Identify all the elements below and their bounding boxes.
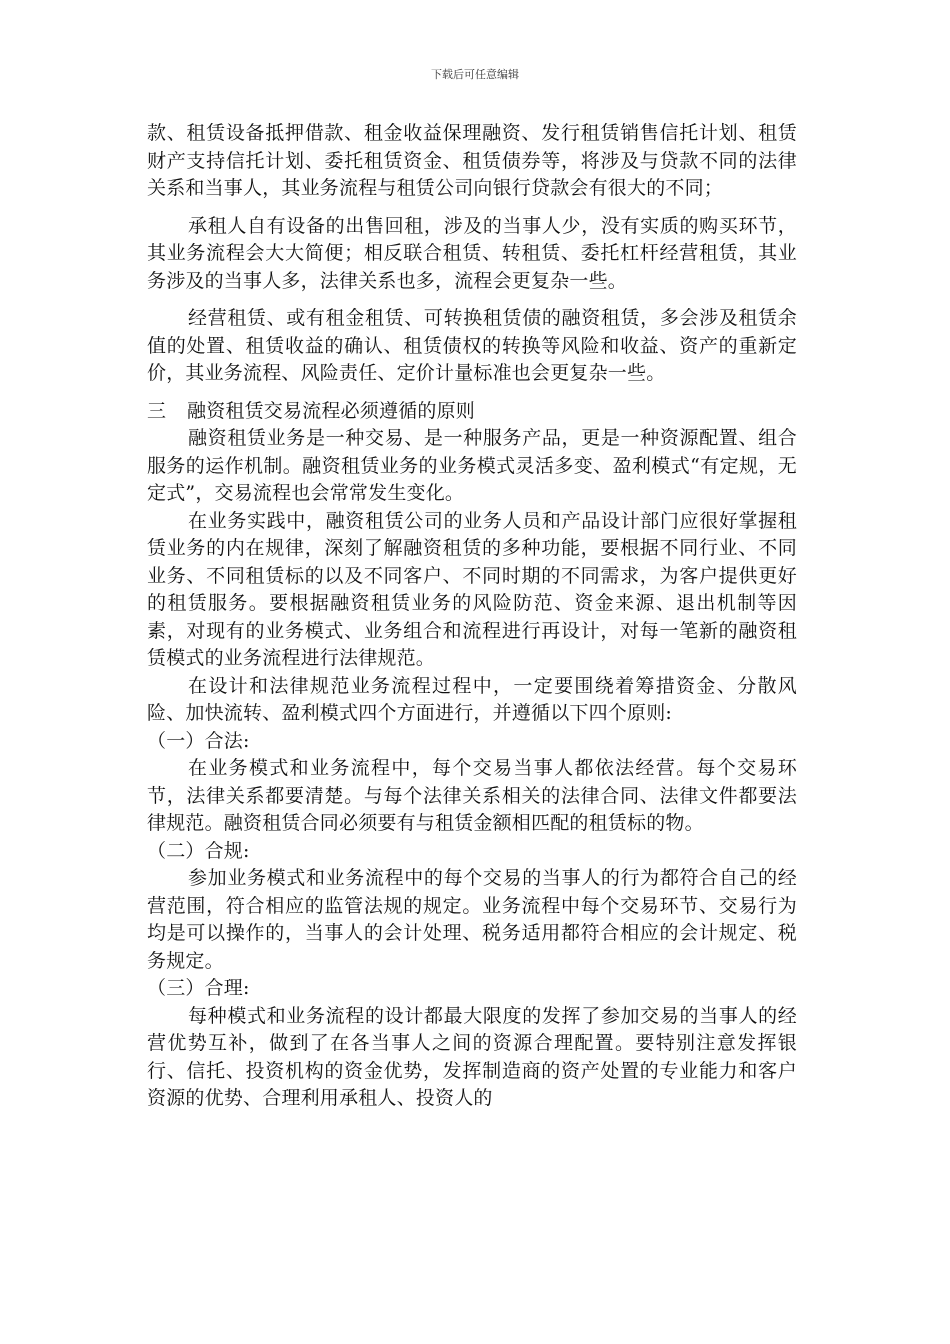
section-heading xyxy=(147,398,797,426)
paragraph: 在业务模式和业务流程中，每个交易当事人都依法经营。每个交易环节，法律关系都要清楚。与每个法律关系相关的法律合同、法律文件都要法律规范。融资租赁合同必须要有与租赁金额相匹配的租赁标的物。 xyxy=(147,757,797,834)
paragraph: 经营租赁、或有租金租赁、可转换租赁债的融资租赁，多会涉及租赁余值的处置、租赁收益的确认、租赁债权的转换等风险和收益、资产的重新定价，其业务流程、风险责任、定价计量标准也会更复杂一些。 xyxy=(147,307,797,384)
subsection-heading: （三）合理: xyxy=(147,977,250,999)
subsection-heading: （二）合规: xyxy=(147,839,250,862)
body-text xyxy=(147,120,797,1113)
paragraph: 款、租赁设备抵押借款、租金收益保理融资、发行租赁销售信托计划、租赁财产支持信托计划、委托租赁资金、租赁债券等，将涉及与贷款不同的法律关系和当事人，其业务流程与租赁公司向银行贷款会有很大的不同； xyxy=(147,122,797,199)
paragraph: 融资租赁业务是一种交易、是一种服务产品，更是一种资源配置、组合服务的运作机制。融资租赁业务的业务模式灵活多变、盈利模式“有定规，无定式”，交易流程也会常常发生变化。 xyxy=(147,427,797,504)
paragraph: 每种模式和业务流程的设计都最大限度的发挥了参加交易的当事人的经营优势互补，做到了在各当事人之间的资源合理配置。要特别注意发挥银行、信托、投资机构的资金优势，发挥制造商的资产处置的专业能力和客户资源的优势、合理利用承租人、投资人的 xyxy=(147,1004,797,1109)
page-header: 下载后可任意编辑 xyxy=(431,68,519,81)
paragraph: 在设计和法律规范业务流程过程中，一定要围绕着筹措资金、分散风险、加快流转、盈利模式四个方面进行，并遵循以下四个原则: xyxy=(147,674,797,724)
paragraph: 在业务实践中，融资租赁公司的业务人员和产品设计部门应很好掌握租赁业务的内在规律，深刻了解融资租赁的多种功能，要根据不同行业、不同业务、不同租赁标的以及不同客户、不同时期的不同需求，为客户提供更好的租赁服务。要根据融资租赁业务的风险防范、资金来源、退出机制等因素，对现有的业务模式、业务组合和流程进行再设计，对每一笔新的融资租赁模式的业务流程进行法律规范。 xyxy=(147,509,797,669)
paragraph: 参加业务模式和业务流程中的每个交易的当事人的行为都符合自己的经营范围，符合相应的监管法规的规定。业务流程中每个交易环节、交易行为均是可以操作的，当事人的会计处理、税务适用都符合相应的会计规定、税务规定。 xyxy=(147,867,797,972)
paragraph: 承租人自有设备的出售回租，涉及的当事人少，没有实质的购买环节，其业务流程会大大简便；相反联合租赁、转租赁、委托杠杆经营租赁，其业务涉及的当事人多，法律关系也多，流程会更复杂一些。 xyxy=(147,214,797,292)
section-title: 融资租赁交易流程必须遵循的原则 xyxy=(187,399,476,422)
subsection-heading: （一）合法: xyxy=(147,729,250,752)
section-number: 三 xyxy=(147,399,167,422)
